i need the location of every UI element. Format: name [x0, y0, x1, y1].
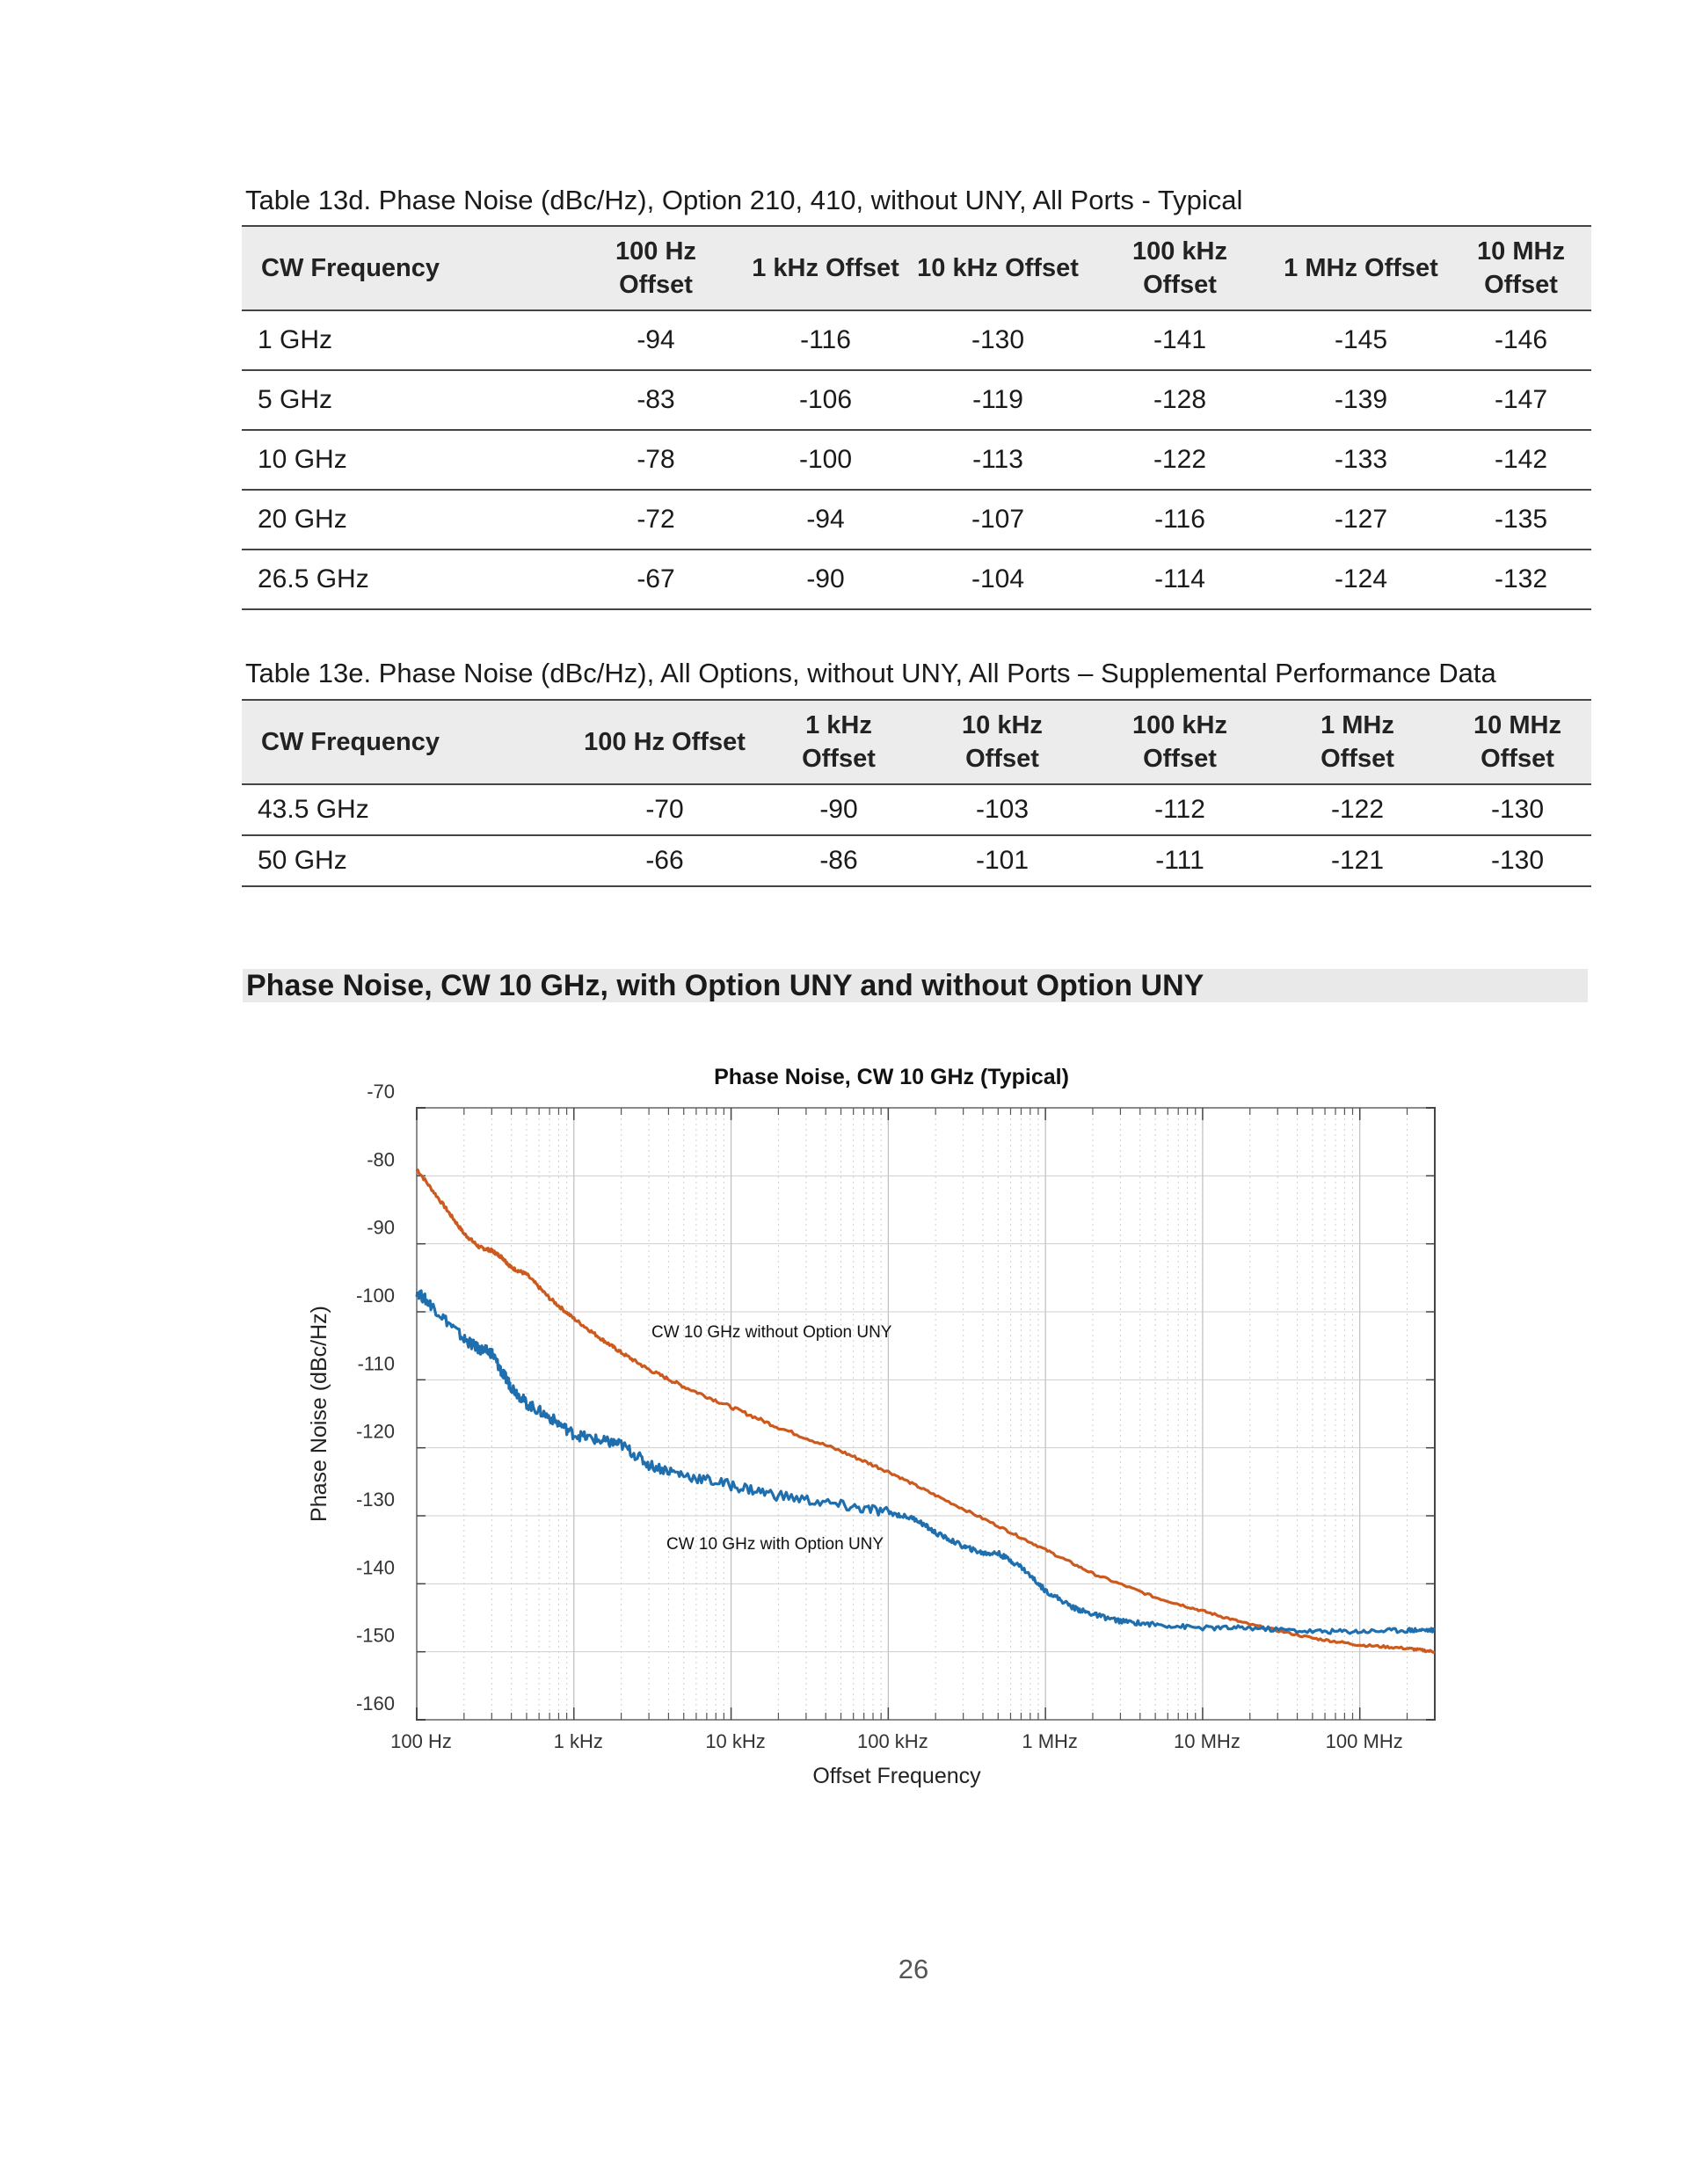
phase-noise-cell: -145	[1271, 310, 1451, 370]
column-header: 1 kHz Offset	[752, 254, 899, 282]
phase-noise-cell: -142	[1451, 430, 1591, 490]
phase-noise-cell: -78	[568, 430, 744, 490]
series-line-without-uny	[417, 1169, 1435, 1653]
column-header: 1 MHz Offset	[1284, 254, 1438, 282]
page-number: 26	[898, 1954, 929, 1984]
phase-noise-cell: -116	[744, 310, 907, 370]
phase-noise-cell: -111	[1088, 835, 1271, 886]
phase-noise-cell: -130	[1444, 784, 1591, 835]
y-tick-label: -160	[355, 1693, 395, 1714]
phase-noise-cell: -122	[1271, 784, 1444, 835]
phase-noise-cell: -94	[744, 490, 907, 550]
column-header: 1 kHz Offset	[802, 711, 876, 773]
x-tick-label: 100 Hz	[390, 1730, 452, 1752]
phase-noise-cell: -86	[761, 835, 916, 886]
column-header: CW Frequency	[261, 728, 440, 756]
x-tick-label: 100 MHz	[1325, 1730, 1403, 1752]
phase-noise-cell: -122	[1088, 430, 1271, 490]
phase-noise-cell: -124	[1271, 550, 1451, 609]
series-line-with-uny	[417, 1291, 1435, 1634]
phase-noise-cell: -67	[568, 550, 744, 609]
phase-noise-cell: -132	[1451, 550, 1591, 609]
phase-noise-cell: -133	[1271, 430, 1451, 490]
phase-noise-cell: -116	[1088, 490, 1271, 550]
column-header: 10 MHz Offset	[1473, 711, 1561, 773]
phase-noise-cell: -114	[1088, 550, 1271, 609]
phase-noise-cell: -130	[907, 310, 1088, 370]
phase-noise-cell: -101	[916, 835, 1088, 886]
table-13e-caption: Table 13e. Phase Noise (dBc/Hz), All Options, without UNY, All Ports – Supplemental Performance Data	[245, 658, 1496, 688]
y-tick-label: -130	[355, 1489, 395, 1511]
column-header: 100 kHz Offset	[1131, 237, 1227, 299]
x-tick-label: 1 kHz	[553, 1730, 603, 1752]
x-axis-label: Offset Frequency	[812, 1764, 981, 1788]
column-header: 10 MHz Offset	[1477, 237, 1565, 299]
y-tick-label: -140	[355, 1556, 395, 1579]
phase-noise-cell: -135	[1451, 490, 1591, 550]
column-header: CW Frequency	[261, 254, 440, 282]
phase-noise-cell: -146	[1451, 310, 1591, 370]
phase-noise-cell: -127	[1271, 490, 1451, 550]
phase-noise-cell: -130	[1444, 835, 1591, 886]
cw-frequency-cell: 26.5 GHz	[242, 550, 568, 609]
phase-noise-cell: -70	[568, 784, 761, 835]
chart-title: Phase Noise, CW 10 GHz (Typical)	[714, 1065, 1069, 1089]
column-header: 100 Hz Offset	[615, 237, 696, 299]
y-tick-label: -150	[355, 1624, 395, 1647]
cw-frequency-cell: 50 GHz	[242, 835, 568, 886]
x-tick-label: 10 MHz	[1174, 1730, 1241, 1752]
phase-noise-cell: -107	[907, 490, 1088, 550]
phase-noise-cell: -90	[761, 784, 916, 835]
x-tick-label: 1 MHz	[1022, 1730, 1078, 1752]
cw-frequency-cell: 5 GHz	[242, 370, 568, 430]
y-tick-label: -70	[367, 1081, 395, 1103]
y-axis-label: Phase Noise (dBc/Hz)	[307, 1306, 331, 1522]
y-tick-label: -90	[367, 1216, 395, 1239]
phase-noise-cell: -72	[568, 490, 744, 550]
section-heading: Phase Noise, CW 10 GHz, with Option UNY and without Option UNY	[243, 969, 1588, 1002]
y-tick-label: -100	[355, 1285, 395, 1307]
y-tick-label: -80	[367, 1148, 395, 1171]
column-header: 100 kHz Offset	[1131, 711, 1227, 773]
cw-frequency-cell: 20 GHz	[242, 490, 568, 550]
phase-noise-cell: -128	[1088, 370, 1271, 430]
phase-noise-cell: -141	[1088, 310, 1271, 370]
phase-noise-cell: -139	[1271, 370, 1451, 430]
phase-noise-cell: -100	[744, 430, 907, 490]
cw-frequency-cell: 1 GHz	[242, 310, 568, 370]
y-tick-label: -110	[357, 1352, 395, 1375]
column-header: 100 Hz Offset	[584, 728, 746, 756]
phase-noise-cell: -94	[568, 310, 744, 370]
phase-noise-cell: -83	[568, 370, 744, 430]
phase-noise-cell: -103	[916, 784, 1088, 835]
x-tick-label: 10 kHz	[705, 1730, 766, 1752]
phase-noise-cell: -121	[1271, 835, 1444, 886]
x-tick-label: 100 kHz	[856, 1730, 928, 1752]
cw-frequency-cell: 10 GHz	[242, 430, 568, 490]
annotation-without-uny: CW 10 GHz without Option UNY	[651, 1323, 892, 1342]
phase-noise-cell: -119	[907, 370, 1088, 430]
column-header: 10 kHz Offset	[962, 711, 1043, 773]
column-header: 1 MHz Offset	[1321, 711, 1394, 773]
annotation-with-uny: CW 10 GHz with Option UNY	[666, 1535, 884, 1554]
column-header: 10 kHz Offset	[917, 254, 1079, 282]
phase-noise-cell: -112	[1088, 784, 1271, 835]
phase-noise-cell: -106	[744, 370, 907, 430]
phase-noise-cell: -104	[907, 550, 1088, 609]
y-tick-label: -120	[355, 1420, 395, 1443]
phase-noise-cell: -66	[568, 835, 761, 886]
cw-frequency-cell: 43.5 GHz	[242, 784, 568, 835]
phase-noise-cell: -147	[1451, 370, 1591, 430]
table-13d-caption: Table 13d. Phase Noise (dBc/Hz), Option 210, 410, without UNY, All Ports - Typical	[245, 185, 1243, 215]
phase-noise-cell: -90	[744, 550, 907, 609]
phase-noise-cell: -113	[907, 430, 1088, 490]
